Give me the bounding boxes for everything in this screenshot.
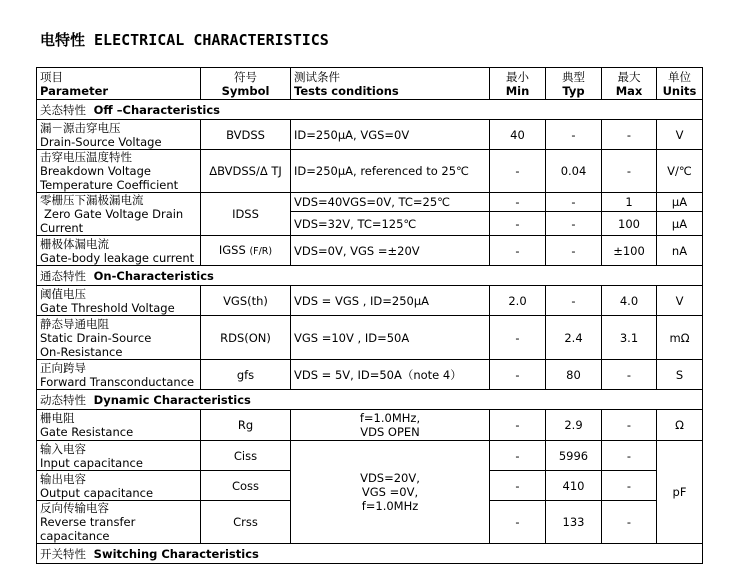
max-cell: - bbox=[602, 441, 657, 471]
condition-line: VDS=20V, bbox=[360, 471, 420, 485]
max-cell: 1 bbox=[602, 193, 657, 212]
symbol-cell: Coss bbox=[201, 471, 291, 501]
condition-cell: VGS =10V , ID=50A bbox=[291, 316, 490, 360]
min-cell: - bbox=[490, 441, 546, 471]
max-cell: 3.1 bbox=[602, 316, 657, 360]
param-zh: 静态导通电阻 bbox=[40, 316, 109, 331]
header-typ-zh: 典型 bbox=[562, 69, 585, 84]
section-off-en: Off –Characteristics bbox=[93, 102, 220, 117]
max-cell: - bbox=[602, 150, 657, 193]
symbol-cell bbox=[201, 236, 291, 266]
page-title: 电特性 ELECTRICAL CHARACTERISTICS bbox=[40, 31, 329, 49]
max-cell: - bbox=[602, 471, 657, 501]
min-cell: - bbox=[490, 212, 546, 236]
table-header-row bbox=[37, 68, 703, 100]
condition-cell: VDS=32V, TC=125℃ bbox=[291, 212, 490, 236]
header-min bbox=[490, 68, 546, 100]
section-switching-zh: 开关特性 bbox=[40, 546, 86, 561]
condition-cell: ID=250μA, referenced to 25℃ bbox=[291, 150, 490, 193]
section-switching-en: Switching Characteristics bbox=[93, 546, 259, 561]
param-zh: 零栅压下漏极漏电流 bbox=[40, 193, 144, 207]
min-cell: - bbox=[490, 360, 546, 390]
header-units bbox=[657, 68, 703, 100]
param-zh: 漏－源击穿电压 bbox=[40, 120, 121, 135]
param-zh: 正向跨导 bbox=[40, 360, 86, 375]
condition-line: f=1.0MHz bbox=[361, 499, 419, 513]
param-zh: 输入电容 bbox=[40, 441, 86, 456]
max-cell: - bbox=[602, 360, 657, 390]
min-cell: - bbox=[490, 193, 546, 212]
unit-cell: pF bbox=[657, 441, 703, 544]
param-cell bbox=[37, 360, 201, 390]
param-cell bbox=[37, 286, 201, 316]
table-row bbox=[37, 316, 703, 360]
symbol-cell: gfs bbox=[201, 360, 291, 390]
condition-cell: VDS = 5V, ID=50A（note 4） bbox=[291, 360, 490, 390]
symbol-cell: VGS(th) bbox=[201, 286, 291, 316]
unit-cell: V bbox=[657, 286, 703, 316]
section-on-en: On-Characteristics bbox=[93, 268, 214, 283]
condition-cell bbox=[291, 410, 490, 441]
section-on-zh: 通态特性 bbox=[40, 268, 86, 283]
param-en: Current bbox=[40, 221, 84, 235]
typ-cell: - bbox=[546, 236, 602, 266]
param-en: Temperature Coefficient bbox=[40, 178, 179, 192]
param-cell bbox=[37, 410, 201, 441]
max-cell: - bbox=[602, 501, 657, 544]
table-row bbox=[37, 360, 703, 390]
section-on bbox=[37, 266, 703, 286]
header-max bbox=[602, 68, 657, 100]
header-min-zh: 最小 bbox=[506, 69, 529, 84]
max-cell: 4.0 bbox=[602, 286, 657, 316]
param-en: Static Drain-Source bbox=[40, 330, 152, 345]
condition-cell bbox=[291, 441, 490, 544]
table-row bbox=[37, 286, 703, 316]
max-cell: - bbox=[602, 410, 657, 441]
symbol-cell: BVDSS bbox=[201, 120, 291, 150]
param-zh: 栅电阻 bbox=[40, 411, 75, 425]
min-cell: - bbox=[490, 150, 546, 193]
param-en: Gate-body leakage current bbox=[40, 250, 195, 265]
typ-cell: 2.9 bbox=[546, 410, 602, 441]
section-off-zh: 关态特性 bbox=[40, 102, 86, 117]
min-cell: - bbox=[490, 501, 546, 544]
typ-cell: - bbox=[546, 120, 602, 150]
header-typ-en: Typ bbox=[562, 83, 585, 98]
header-parameter-en: Parameter bbox=[40, 83, 109, 98]
param-cell bbox=[37, 316, 201, 360]
table-row bbox=[37, 150, 703, 193]
param-en: Zero Gate Voltage Drain bbox=[44, 207, 184, 221]
section-off bbox=[37, 100, 703, 120]
param-cell bbox=[37, 501, 201, 544]
condition-cell: ID=250μA, VGS=0V bbox=[291, 120, 490, 150]
symbol-cell: Crss bbox=[201, 501, 291, 544]
header-max-en: Max bbox=[615, 83, 643, 98]
param-en: Reverse transfer capacitance bbox=[40, 515, 136, 543]
unit-cell: S bbox=[657, 360, 703, 390]
section-off-cell bbox=[37, 100, 703, 120]
typ-cell: - bbox=[546, 193, 602, 212]
typ-cell: 80 bbox=[546, 360, 602, 390]
typ-cell: 410 bbox=[546, 471, 602, 501]
min-cell: - bbox=[490, 236, 546, 266]
section-dynamic bbox=[37, 390, 703, 410]
symbol-cell: IDSS bbox=[201, 193, 291, 236]
min-cell: 40 bbox=[490, 120, 546, 150]
param-zh: 反向传输电容 bbox=[40, 501, 109, 515]
param-en: Output capacitance bbox=[40, 485, 154, 500]
symbol-cell: Ciss bbox=[201, 441, 291, 471]
header-conditions-zh: 测试条件 bbox=[294, 69, 340, 84]
param-en: Input capacitance bbox=[40, 455, 143, 470]
table-row bbox=[37, 193, 703, 212]
typ-cell: 0.04 bbox=[546, 150, 602, 193]
condition-line: VDS OPEN bbox=[360, 425, 420, 439]
param-cell bbox=[37, 150, 201, 193]
header-conditions bbox=[291, 68, 490, 100]
param-cell bbox=[37, 441, 201, 471]
header-units-en: Units bbox=[662, 83, 697, 98]
param-cell bbox=[37, 120, 201, 150]
section-dynamic-en: Dynamic Characteristics bbox=[93, 392, 251, 407]
max-cell: - bbox=[602, 120, 657, 150]
typ-cell: 133 bbox=[546, 501, 602, 544]
param-cell bbox=[37, 471, 201, 501]
condition-cell: VDS=0V, VGS =±20V bbox=[291, 236, 490, 266]
unit-cell: nA bbox=[657, 236, 703, 266]
header-symbol-en: Symbol bbox=[221, 83, 270, 98]
typ-cell: 5996 bbox=[546, 441, 602, 471]
unit-cell: μA bbox=[657, 193, 703, 212]
header-parameter-zh: 项目 bbox=[40, 69, 63, 84]
symbol-cell: Rg bbox=[201, 410, 291, 441]
unit-cell: V/℃ bbox=[657, 150, 703, 193]
param-en: On-Resistance bbox=[40, 344, 123, 359]
param-en: Breakdown Voltage bbox=[40, 164, 151, 178]
unit-cell: mΩ bbox=[657, 316, 703, 360]
unit-cell: Ω bbox=[657, 410, 703, 441]
header-typ bbox=[546, 68, 602, 100]
condition-line: f=1.0MHz, bbox=[359, 411, 421, 425]
min-cell: 2.0 bbox=[490, 286, 546, 316]
param-en: Forward Transconductance bbox=[40, 374, 195, 389]
header-max-zh: 最大 bbox=[617, 69, 641, 84]
typ-cell: - bbox=[546, 286, 602, 316]
table-row bbox=[37, 120, 703, 150]
header-conditions-en: Tests conditions bbox=[294, 83, 399, 98]
max-cell: 100 bbox=[602, 212, 657, 236]
param-zh: 栅极体漏电流 bbox=[40, 236, 109, 251]
max-cell: ±100 bbox=[602, 236, 657, 266]
unit-cell: V bbox=[657, 120, 703, 150]
symbol-cell: RDS(ON) bbox=[201, 316, 291, 360]
param-en: Gate Resistance bbox=[40, 425, 134, 439]
typ-cell: 2.4 bbox=[546, 316, 602, 360]
table-row bbox=[37, 410, 703, 441]
condition-cell: VDS=40VGS=0V, TC=25℃ bbox=[291, 193, 490, 212]
symbol-note: (F/R) bbox=[249, 245, 273, 257]
section-dynamic-zh: 动态特性 bbox=[40, 392, 86, 407]
table-row bbox=[37, 441, 703, 471]
section-on-cell bbox=[37, 266, 703, 286]
condition-cell: VDS = VGS , ID=250μA bbox=[291, 286, 490, 316]
symbol-text: IGSS bbox=[218, 242, 246, 257]
param-zh: 击穿电压温度特性 bbox=[40, 150, 132, 164]
header-min-en: Min bbox=[505, 83, 530, 98]
param-zh: 阈值电压 bbox=[40, 286, 86, 301]
header-symbol-zh: 符号 bbox=[234, 69, 257, 84]
min-cell: - bbox=[490, 410, 546, 441]
param-zh: 输出电容 bbox=[40, 471, 86, 486]
condition-line: VGS =0V, bbox=[361, 485, 419, 499]
section-dynamic-cell bbox=[37, 390, 703, 410]
param-cell bbox=[37, 193, 201, 236]
symbol-cell: ΔBVDSS/Δ TJ bbox=[201, 150, 291, 193]
min-cell: - bbox=[490, 316, 546, 360]
param-en: Gate Threshold Voltage bbox=[40, 300, 175, 315]
unit-cell: μA bbox=[657, 212, 703, 236]
param-cell bbox=[37, 236, 201, 266]
header-units-zh: 单位 bbox=[668, 69, 691, 84]
electrical-characteristics-table bbox=[36, 67, 703, 564]
header-parameter bbox=[37, 68, 201, 100]
param-en: Drain-Source Voltage bbox=[40, 134, 162, 149]
typ-cell: - bbox=[546, 212, 602, 236]
table-row bbox=[37, 236, 703, 266]
min-cell: - bbox=[490, 471, 546, 501]
header-symbol bbox=[201, 68, 291, 100]
